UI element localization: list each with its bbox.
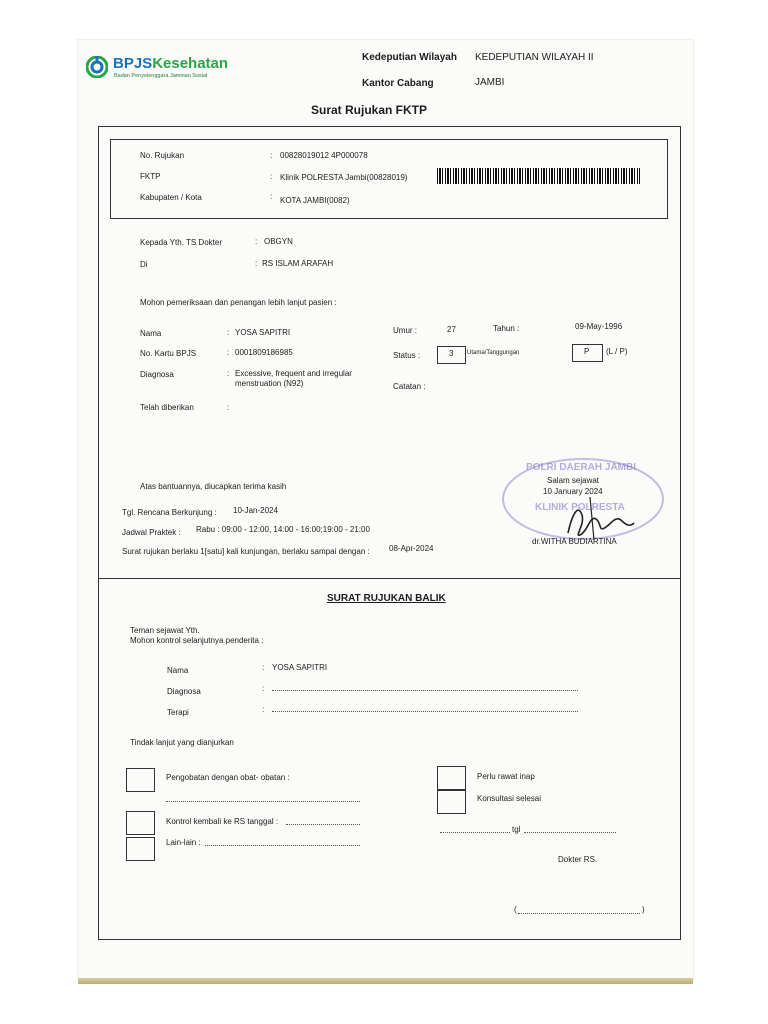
status-value: 3 xyxy=(449,349,454,358)
fktp-label: FKTP xyxy=(140,172,161,181)
fktp-colon: : xyxy=(270,172,273,181)
gender-options: (L / P) xyxy=(606,347,628,356)
balik-nama-colon: : xyxy=(262,663,265,672)
pengobatan-label: Pengobatan dengan obat- obatan : xyxy=(166,773,290,782)
kantor-label: Kantor Cabang xyxy=(362,78,434,89)
balik-greeting: Teman sejawat Yth. xyxy=(130,626,200,635)
tindak-label: Tindak lanjut yang dianjurkan xyxy=(130,738,234,747)
request-text: Mohon pemeriksaan dan penangan lebih lanjut pasien : xyxy=(140,298,337,307)
fktp-value: Klinik POLRESTA Jambi(00828019) xyxy=(280,173,408,182)
no-rujukan-label: No. Rujukan xyxy=(140,151,185,160)
kabupaten-label: Kabupaten / Kota xyxy=(140,193,202,202)
logo-wordmark xyxy=(113,55,228,72)
tahun-value: 09-May-1996 xyxy=(575,322,623,331)
no-rujukan-value: 00828019012 4P000078 xyxy=(280,151,368,160)
logo-brand-main: BPJS xyxy=(113,55,153,72)
rencana-label: Tgl. Rencana Berkunjung : xyxy=(122,508,217,517)
bpjs-logo-icon xyxy=(86,56,108,78)
barcode xyxy=(437,168,640,184)
jadwal-label: Jadwal Praktek : xyxy=(122,528,181,537)
rawat-inap-label: Perlu rawat inap xyxy=(477,772,535,781)
di-colon: : xyxy=(255,259,258,268)
nama-value: YOSA SAPITRI xyxy=(235,328,291,337)
sign-open-paren: ( xyxy=(514,905,517,914)
diagnosa-colon: : xyxy=(227,369,230,378)
kabupaten-colon: : xyxy=(270,192,273,201)
kepada-label: Kepada Yth. TS Dokter xyxy=(140,238,222,247)
salam-date: 10 January 2024 xyxy=(543,487,603,496)
balik-diagnosa-colon: : xyxy=(262,684,265,693)
kedeputian-value: KEDEPUTIAN WILAYAH II xyxy=(475,52,594,63)
logo-tagline: Badan Penyelenggara Jaminan Sosial xyxy=(114,73,208,79)
kabupaten-value: KOTA JAMBI(0082) xyxy=(280,196,350,205)
di-label: Di xyxy=(140,260,148,269)
diagnosa-label: Diagnosa xyxy=(140,370,174,379)
document-title: Surat Rujukan FKTP xyxy=(311,103,428,117)
gender-value: P xyxy=(584,347,590,356)
rencana-value: 10-Jan-2024 xyxy=(233,506,278,515)
konsultasi-checkbox[interactable] xyxy=(437,790,466,814)
balik-diagnosa-label: Diagnosa xyxy=(167,687,201,696)
lain-lain-label: Lain-lain : xyxy=(166,838,201,847)
diagnosa-line1: Excessive, frequent and irregular xyxy=(235,369,352,378)
balik-nama-value: YOSA SAPITRI xyxy=(272,663,328,672)
pengobatan-dotline xyxy=(166,801,360,802)
tgl-dotline xyxy=(524,832,616,833)
kepada-colon: : xyxy=(255,237,258,246)
balik-nama-label: Nama xyxy=(167,666,189,675)
kepada-value: OBGYN xyxy=(264,237,293,246)
terapi-dotline xyxy=(272,711,578,712)
section-divider xyxy=(98,578,681,579)
umur-value: 27 xyxy=(447,325,456,334)
signature-drawing xyxy=(560,485,640,545)
thanks-text: Atas bantuannya, diucapkan terima kasih xyxy=(140,482,287,491)
balik-terapi-colon: : xyxy=(262,705,265,714)
dokter-rs-label: Dokter RS. xyxy=(558,855,598,864)
diagnosa-dotline xyxy=(272,690,578,691)
berlaku-value: 08-Apr-2024 xyxy=(389,544,434,553)
pengobatan-checkbox[interactable] xyxy=(126,768,155,792)
kontrol-checkbox[interactable] xyxy=(126,811,155,835)
rawat-inap-checkbox[interactable] xyxy=(437,766,466,790)
kontrol-dotline xyxy=(286,824,360,825)
diagnosa-line2: menstruation (N92) xyxy=(235,379,304,388)
konsultasi-label: Konsultasi selesai xyxy=(477,794,542,803)
salam-text: Salam sejawat xyxy=(547,476,600,485)
balik-title: SURAT RUJUKAN BALIK xyxy=(327,593,446,604)
place-dotline xyxy=(440,832,510,833)
stamp-top-text: POLRI DAERAH JAMBI xyxy=(526,462,637,473)
tahun-label: Tahun : xyxy=(493,324,520,333)
lain-lain-checkbox[interactable] xyxy=(126,837,155,861)
balik-terapi-label: Terapi xyxy=(167,708,189,717)
paper-bottom-edge xyxy=(78,978,693,984)
diberikan-colon: : xyxy=(227,403,230,412)
tgl-label: tgl xyxy=(512,825,521,834)
balik-request: Mohon kontrol selanjutnya penderita : xyxy=(130,636,264,645)
kartu-colon: : xyxy=(227,348,230,357)
berlaku-text: Surat rujukan berlaku 1[satu] kali kunjungan, berlaku sampai dengan : xyxy=(122,547,370,556)
nama-colon: : xyxy=(227,328,230,337)
sign-dotline xyxy=(518,913,640,914)
doctor-name: dr.WITHA BUDIARTINA xyxy=(532,537,617,546)
jadwal-value: Rabu : 09:00 - 12:00, 14:00 - 16:00;19:00 - 21:00 xyxy=(196,525,370,534)
stamp-mid-text: KLINIK POLRESTA xyxy=(535,502,625,513)
sign-close-paren: ) xyxy=(642,905,645,914)
status-label: Status : xyxy=(393,351,421,360)
kedeputian-label: Kedeputian Wilayah xyxy=(362,52,457,63)
kantor-value: JAMBI xyxy=(475,77,505,88)
status-desc: Utama/Tanggungan xyxy=(467,350,520,356)
no-rujukan-colon: : xyxy=(270,151,273,160)
diberikan-label: Telah diberikan xyxy=(140,403,194,412)
kontrol-label: Kontrol kembali ke RS tanggal : xyxy=(166,817,279,826)
di-value: RS ISLAM ARAFAH xyxy=(262,259,334,268)
lain-lain-dotline xyxy=(205,845,360,846)
logo-brand-accent: Kesehatan xyxy=(152,55,229,72)
nama-label: Nama xyxy=(140,329,162,338)
catatan-label: Catatan : xyxy=(393,382,426,391)
kartu-label: No. Kartu BPJS xyxy=(140,349,197,358)
kartu-value: 0001809186985 xyxy=(235,348,293,357)
umur-label: Umur : xyxy=(393,326,417,335)
